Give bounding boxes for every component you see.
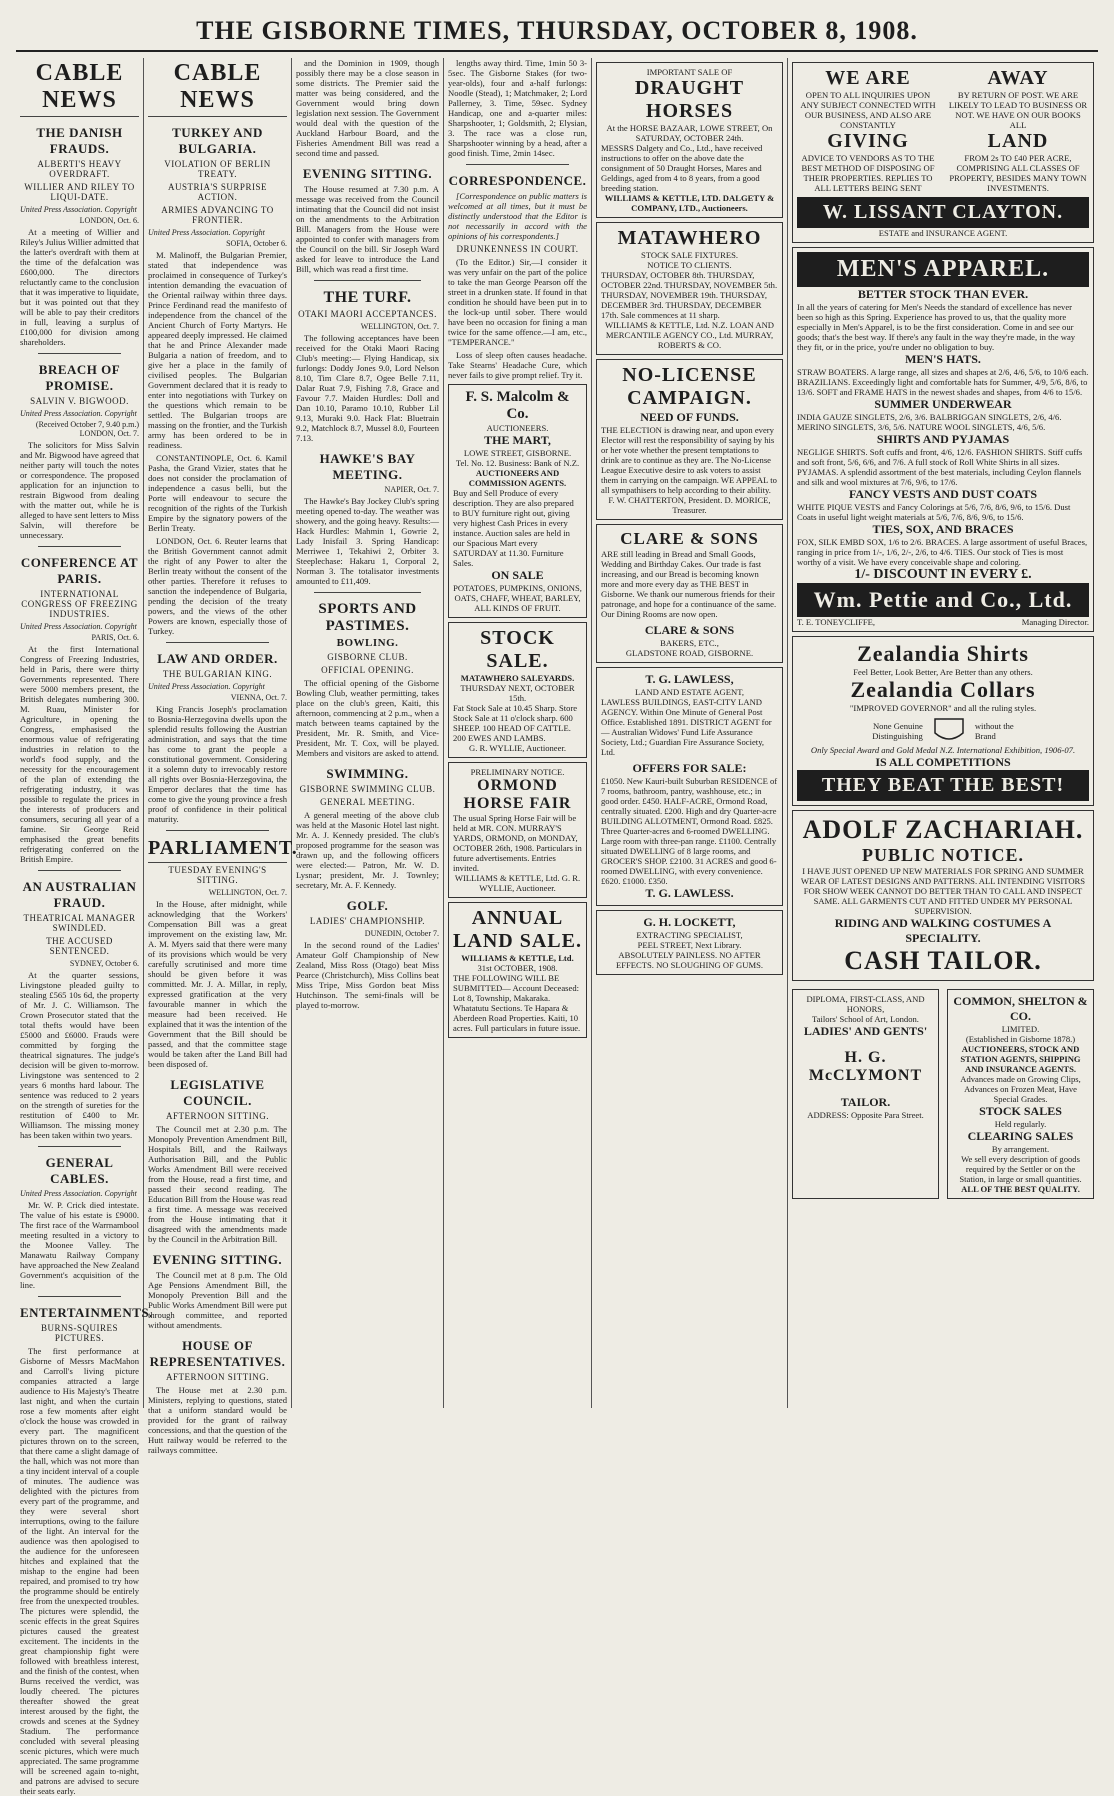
legislative-council-deck: AFTERNOON SITTING.: [166, 1111, 269, 1121]
law-order-title: LAW AND ORDER.: [157, 651, 278, 666]
tailor-label: TAILOR.: [840, 1095, 891, 1109]
australian-fraud-dateline: SYDNEY, October 6.: [69, 959, 139, 968]
summer-underwear-heading: SUMMER UNDERWEAR: [874, 397, 1012, 411]
malcolm-title: F. S. Malcolm & Co.: [465, 389, 570, 422]
headache-ad: Loss of sleep often causes headache. Take Stearns' Headache Cure, which never fails to give prompt relief. Try it.: [448, 350, 587, 380]
draught-horses-body: MESSRS Dalgety and Co., Ltd., have received instructions to offer on the above date the consignment of 50 Draught Horses, Mares and Geldings, aged from 4 to 8 years, from a good breeding station.: [601, 143, 763, 193]
lissant-clayton-name: W. LISSANT CLAYTON.: [797, 197, 1089, 228]
zealandia-collars-tag: "IMPROVED GOVERNOR" and all the ruling styles.: [849, 703, 1037, 713]
turkey-bulgaria-body-2: CONSTANTINOPLE, Oct. 6. Kamil Pasha, the Grand Vizier, states that he does not consider the proclamation of independence a casus belli, but the Porte will endeavour to secure the recognition of the rights of the Turkish Empire by the signatory powers of the Berlin Treaty.: [148, 453, 287, 533]
common-shelton-est: (Established in Gisborne 1878.): [965, 1034, 1076, 1044]
ties-body: FOX, SILK EMBD SOX, 1/6 to 2/6. BRACES. A large assortment of useful Braces, ranging in price from 1/-, 1/6, 2/-, 2/6, to 4/6. TIES. Our stock of Ties is most worthy of a visit. We have every conceivable shape and coloring.: [797, 537, 1088, 567]
turkey-bulgaria-deck-2: AUSTRIA'S SURPRISE ACTION.: [168, 182, 267, 202]
none-genuine: None Genuine: [872, 721, 923, 731]
swimming-deck: GISBORNE SWIMMING CLUB.: [299, 784, 436, 794]
land-sale-ad: [448, 902, 587, 1038]
pettie-name: Wm. Pettie and Co., Ltd.: [797, 583, 1089, 617]
turkey-bulgaria-deck: VIOLATION OF BERLIN TREATY.: [164, 159, 271, 179]
race-continued-text: lengths away third. Time, 1min 50 3-5sec. The Gisborne Stakes (for two-year-olds), four and a-half furlongs: Noodle (Stead), 1; Matchmaker, 2; Lord Pallerney, 3. Time, 59sec. Sydney Handicap, one and a-quarter miles: Sharpshooter, 1; Goldsmith, 2; Elysian, 3. The race was a close run, Sharpshooter winning by a head, after a good finish. Time, 2min 14sec.: [448, 58, 587, 158]
danish-frauds-dateline: LONDON, Oct. 6.: [79, 216, 139, 225]
ormond-ad: [448, 762, 587, 898]
clearing-sales: CLEARING SALES: [967, 1129, 1074, 1143]
malcolm-sub: AUCTIONEERS.: [486, 423, 549, 433]
lawless-sign: T. G. LAWLESS.: [645, 886, 734, 900]
malcolm-mart: THE MART,: [484, 433, 551, 447]
auctioneers-line: AUCTIONEERS, STOCK AND STATION AGENTS, SHIPPING AND INSURANCE AGENTS.: [960, 1044, 1081, 1074]
general-cables-body: Mr. W. P. Crick died intestate. The value of his estate is £9000. The first race of the Warrnambool meeting resulted in a victory to the Moonee Valley. The Manawatu Railway Company have approached the New Zealand Government's acquisition of the line.: [20, 1200, 139, 1290]
better-stock: BETTER STOCK THAN EVER.: [857, 287, 1029, 301]
golf-title: GOLF.: [346, 898, 389, 913]
mcclymont-name: H. G. McCLYMONT: [808, 1049, 923, 1084]
turkey-bulgaria-byline: United Press Association. Copyright: [148, 228, 265, 237]
australian-fraud-deck-2: THE ACCUSED SENTENCED.: [46, 936, 113, 956]
public-notice: PUBLIC NOTICE.: [861, 845, 1025, 865]
mcclymont-ad: [792, 989, 939, 1199]
clare-sons-ad: [596, 524, 783, 663]
law-order-body: King Francis Joseph's proclamation to Bosnia-Herzegovina dwells upon the splendid results following the Austrian administration, and says that the time has come to grant the people a constitutional government. Considering it a solemn duty to irrevocably restore all rights over Bosnia-Herzegovina, the Emperor declares that the time has come to give the young province a fresh proof of confidence in their political maturity.: [148, 704, 287, 824]
divider: [38, 546, 121, 547]
cable-news-heading-2: CABLE NEWS: [148, 60, 287, 117]
danish-frauds-deck: ALBERTI'S HEAVY OVERDRAFT.: [37, 159, 122, 179]
land-sale-title: ANNUAL LAND SALE.: [453, 907, 582, 952]
important-sale: IMPORTANT SALE OF: [646, 67, 733, 77]
zealandia-shirts: Zealandia Shirts: [857, 641, 1029, 666]
golf-deck: LADIES' CHAMPIONSHIP.: [309, 916, 426, 926]
cash-tailor: CASH TAILOR.: [844, 946, 1042, 975]
auctioneers-body: Advances made on Growing Clips, Advances on Frozen Meat, Have Special Grades.: [960, 1074, 1081, 1104]
matawhero-ad: [596, 222, 783, 355]
common-shelton-ad: [947, 989, 1094, 1199]
entertainments-body: The first performance at Gisborne of Messrs MacMahon and Carroll's living picture companies attracted a large audience to His Majesty's Theatre last night, and when the curtain rose a few moments after eight o'clock the house was crowded in every part. The magnificent pictures thrown on to the screen, that there came a slight damage of the hall, which was not more than a tiny incident interval of a couple of minutes. The audience was delighted with the pictures from every part of the programme, and they were several short interruptions, owing to the failure of the light. An interval for the audience was then apologised to the audience for the unforeseen hitches and explained that the mishap to the engine had been repaired, and promised to try how the programme should be entirely free from the unexpected troubles. The pictures were splendid, the scenic effects in the great Squires pictures caused the greatest excitement. The incidents in the great championship fight were followed with breathless interest, and the finish of the contest, when Burns received the verdict, was loudly cheered. The pictures thereafter showed the great interest aroused by the fight, the crowds and scenes at the Sydney Stadium. The performance concluded with several pleasing scenic pictures, which were much appreciated. The same programme will be screened again to-night, and patrons are advised to secure their seats early.: [20, 1346, 139, 1796]
stock-sale-ad: [448, 622, 587, 758]
no-license-sign: F. W. CHATTERTON, President. D. MORICE, Treasurer.: [608, 495, 771, 515]
beat-the-best: THEY BEAT THE BEST!: [797, 770, 1089, 801]
house-reps-body: The House met at 2.30 p.m. Ministers, replying to questions, stated that a uniform standard would be provided for the grant of railway concessions, and that the question of the Hutt railway would be referred to the railways committee.: [148, 1385, 287, 1455]
lissant-clayton-ad: [792, 62, 1094, 243]
no-license-deck: NEED OF FUNDS.: [640, 410, 739, 424]
breach-byline: United Press Association. Copyright: [20, 409, 137, 418]
clearing-sales-sub: By arrangement.: [991, 1144, 1050, 1154]
divider: [314, 592, 421, 593]
column-4: [444, 58, 592, 1408]
offers-title: OFFERS FOR SALE:: [632, 761, 747, 775]
turkey-bulgaria-body: M. Malinoff, the Bulgarian Premier, stated that independence was proclaimed in consequence of Turkey's intention demanding the evacuation of the Oriental railway within three days. Prince Ferdinand read the manifesto of independence from the chancel of the Ancient Church of Forty Martyrs. He appeared deeply impressed. He claimed that he and Prince Alexander made Bulgaria a nation of freedom, and to give her a place in the family of civilised peoples. The Bulgarian Government declared that it is ready to enter into negotiations with Turkey on the questions which remain to be settled. The Bulgarian troops are massing on the frontier, and the Turkish army has been ordered to be in readiness.: [148, 250, 287, 450]
masthead-rule: [16, 50, 1098, 52]
bowling-opening-deck: OFFICIAL OPENING.: [321, 665, 414, 675]
stock-sales-sub: Held regularly.: [994, 1119, 1047, 1129]
conference-byline: United Press Association. Copyright: [20, 622, 137, 631]
draught-horses-ad: [596, 62, 783, 218]
turkey-bulgaria-title: TURKEY AND BULGARIA.: [172, 125, 263, 156]
land-detail: FROM 2s TO £40 PER ACRE, COMPRISING ALL CLASSES OF PROPERTY, BESIDES MANY TOWN INVESTMENTS.: [949, 153, 1087, 193]
zealandia-shirts-tag: Feel Better, Look Better, Are Better than any others.: [853, 667, 1033, 677]
clare-sons-sub: BAKERS, ETC.,: [660, 638, 719, 648]
mcclymont-address: ADDRESS: Opposite Para Street.: [807, 1110, 924, 1120]
shirts-pyjamas-heading: SHIRTS AND PYJAMAS: [876, 432, 1010, 446]
conference-deck: INTERNATIONAL CONGRESS OF FREEZING INDUSTRIES.: [21, 589, 138, 619]
turf-body: The following acceptances have been received for the Otaki Maori Racing Club's meeting:— Flying Handicap, six furlongs: Doddy Jones 9.0, Lord Nelson 8.10, Tim Clare 8.7, Ogee Belle 7.11, Dalar Ruat 7.9, Fishing 7.8, Grace and Favour 7.7. Maiden Hurdles: Doll and Dan 10.10, Paramo 10.10, Rubber Lil 9.13, Muraki 9.0. Hack Flat: Bluetrain 9.2, Matchlock 8.7, Mussel 8.0, Fourteen 7.13.: [296, 333, 439, 443]
legislative-council-title: LEGISLATIVE COUNCIL.: [170, 1077, 265, 1108]
general-cables-title: GENERAL CABLES.: [45, 1155, 114, 1186]
giving-heading: GIVING: [827, 130, 909, 152]
legislative-council-body: The Council met at 2.30 p.m. The Monopoly Prevention Amendment Bill, Hospitals Bill, and the Railways Authorisation Bill, and the Public Works Amendment Bill were received from the House, read a first time, and passed their second reading. The Education Bill from the House was read a first time. A message was received from the House intimating that it disagreed with the amendments made by the Council in the Arbitration Bill.: [148, 1124, 287, 1244]
common-shelton-name: COMMON, SHELTON & CO.: [953, 994, 1088, 1023]
breach-deck: SALVIN V. BIGWOOD.: [30, 396, 129, 406]
law-order-byline: United Press Association. Copyright: [148, 682, 265, 691]
turf-dateline: WELLINGTON, Oct. 7.: [360, 322, 439, 331]
breach-body: The solicitors for Miss Salvin and Mr. Bigwood have agreed that neither party will touch the notes or correspondence. The proposed application for an injunction to restrain Bigwood from dealing with the matter out, while he is alleged to have sent letters to Miss Salvin, will therefore be unnecessary.: [20, 440, 139, 540]
hawkes-bay-body: The Hawke's Bay Jockey Club's spring meeting opened to-day. The weather was showery, and the going heavy. Results:— Hack Hurdles: Mahmin 1, Gowrie 2, Lady Inisfail 3. Spring Handicap: Merriwee 1, Tekahiwi 2, Orbiter 3. Steeplechase: Hakaru 1, Corporal 2, Norman 3. The totalisator investments amounted to £11,409.: [296, 496, 439, 586]
mens-hats-heading: MEN'S HATS.: [905, 352, 981, 366]
malcolm-ad: [448, 384, 587, 618]
bowling-deck: BOWLING.: [336, 637, 399, 649]
evening-sitting-title: EVENING SITTING.: [152, 1252, 283, 1267]
lockett-body: ABSOLUTELY PAINLESS. NO AFTER EFFECTS. NO SLOUGHING OF GUMS.: [615, 950, 764, 970]
hawkes-bay-dateline: NAPIER, Oct. 7.: [384, 485, 439, 494]
danish-frauds-byline: United Press Association. Copyright: [20, 205, 137, 214]
fancy-vests-body: WHITE PIQUE VESTS and Fancy Colorings at 5/6, 7/6, 8/6, 9/6, to 15/6. Dust Coats in useful light weight materials at 5/6, 7/6, 8/6, 9/6, to 15/6.: [797, 502, 1071, 522]
ormond-deck: PRELIMINARY NOTICE.: [470, 767, 565, 777]
conference-dateline: PARIS, Oct. 6.: [91, 633, 139, 642]
clearing-sales-body: We sell every description of goods required by the Settler or on the Station, in large or small quantities.: [959, 1154, 1082, 1184]
turkey-bulgaria-body-3: LONDON, Oct. 6. Reuter learns that the British Government cannot admit the right of any Power to alter the Berlin treaty without the consent of the other parties. Therefore it refuses to sanction the independence of Bulgaria, pending the decision of the treaty powers, and the views of the other Powers are known, especially those of Turkey.: [148, 536, 287, 636]
parliament-deck: TUESDAY EVENING'S SITTING.: [168, 865, 267, 885]
diploma-2: Tailors' School of Art, London.: [812, 1014, 919, 1024]
swimming-body: A general meeting of the above club was held at the Masonic Hotel last night. Mr. A. J. Kennedy presided. The club's proposed programme for the season was drawn up, and the following officers were elected:— Patron, Mr. W. D. Lysnar; president, Mr. J. Townley; secretary, Mr. A. F. Kennedy.: [296, 810, 439, 890]
best-quality: ALL OF THE BEST QUALITY.: [961, 1184, 1080, 1194]
swimming-deck-2: GENERAL MEETING.: [320, 797, 415, 807]
advice-text: ADVICE TO VENDORS AS TO THE BEST METHOD OF DISPOSING OF THEIR PROPERTIES. REPLIES TO ALL LETTERS BEING SENT: [801, 153, 935, 193]
sports-heading: SPORTS AND PASTIMES.: [318, 601, 417, 634]
clare-sons-addr: GLADSTONE ROAD, GISBORNE.: [625, 648, 754, 658]
entertainments-title: ENTERTAINMENTS.: [20, 1305, 153, 1320]
lockett-ad: [596, 910, 783, 975]
without-the: without the: [974, 721, 1014, 731]
pettie-manager-title: Managing Director.: [1021, 617, 1089, 627]
general-cables-byline: United Press Association. Copyright: [20, 1189, 137, 1198]
drunkenness-deck: DRUNKENNESS IN COURT.: [456, 244, 579, 254]
evening-sitting-house-body: The House resumed at 7.30 p.m. A message was received from the Council intimating that the Council did not insist on the amendments to the Arbitration Bill. Managers from the House were appointed to confer with managers from the Council on the bill. Sir Joseph Ward asked for leave to introduce the Land Bill, which was read a first time.: [296, 184, 439, 274]
fancy-vests-heading: FANCY VESTS AND DUST COATS: [848, 487, 1038, 501]
golf-dateline: DUNEDIN, October 7.: [364, 929, 439, 938]
lawless-title: T. G. LAWLESS,: [645, 672, 734, 686]
continued-text: and the Dominion in 1909, though possibly there may be a close season in some districts. The Premier said the matter was being considered, and the Government would bring down legislation next session. The Government would deal with the question of the Auckland Harbour Board, and the Fisheries Amendment Bill was read a second time and passed.: [296, 58, 439, 158]
bottom-ads: [792, 985, 1094, 1203]
divider: [38, 353, 121, 354]
stock-sale-sign: G. R. WYLLIE, Auctioneer.: [469, 743, 566, 753]
malcolm-street: LOWE STREET, GISBORNE.: [463, 448, 572, 458]
law-order-dateline: VIENNA, Oct. 7.: [230, 693, 287, 702]
discount-line: 1/- DISCOUNT IN EVERY £.: [854, 567, 1032, 582]
land-sale-sub: WILLIAMS & KETTLE, Ltd.: [461, 953, 574, 963]
cable-news-heading: CABLE NEWS: [20, 60, 139, 117]
lissant-clayton-sub: ESTATE and INSURANCE AGENT.: [878, 228, 1008, 238]
divider: [166, 830, 269, 831]
breach-title: BREACH OF PROMISE.: [38, 362, 121, 393]
public-notice-body: I HAVE JUST OPENED UP NEW MATERIALS FOR SPRING AND SUMMER WEAR OF LATEST DESIGNS AND PATTERNS. ALL INTENDING VISITORS FOR SHOW WEEK CANNOT DO BETTER THAN TO CALL AND INSPECT SAME. ALL GARMENTS CUT AND FITTED UNDER MY PERSONAL SUPERVISION.: [800, 866, 1086, 916]
pettie-manager: T. E. TONEYCLIFFE,: [797, 617, 876, 627]
malcolm-trade: AUCTIONEERS AND COMMISSION AGENTS.: [468, 468, 567, 488]
matawhero-body: THURSDAY, OCTOBER 8th. THURSDAY, OCTOBER 22nd. THURSDAY, NOVEMBER 5th. THURSDAY, NOVEMBER 19th. THURSDAY, DECEMBER 3rd. THURSDAY, DECEMBER 17th. Sale commences at 11 sharp.: [601, 270, 778, 320]
house-reps-deck: AFTERNOON SITTING.: [166, 1372, 269, 1382]
australian-fraud-deck: THEATRICAL MANAGER SWINDLED.: [23, 913, 136, 933]
zealandia-collars: Zealandia Collars: [850, 677, 1036, 702]
australian-fraud-title: AN AUSTRALIAN FRAUD.: [22, 879, 137, 910]
no-license-body: THE ELECTION is drawing near, and upon every Elector will rest the responsibility of saying by his or her vote whether the present temptations to drink are to continue as they are. The No-License League Executive desire to ask voters to assist them in carrying on the campaign. WE APPEAL to all sympathisers to help according to their ability.: [601, 425, 777, 495]
matawhero-sub-2: NOTICE TO CLIENTS.: [647, 260, 732, 270]
clare-sons-body: ARE still leading in Bread and Small Goods, Wedding and Birthday Cakes. Our trade is fast increasing, and our Bread is becoming known more and more every day as THE BEST in Gisborne. We thank our numerous friends for their patronage, and hope for a continuance of the same. Our Dining Rooms are now open.: [601, 549, 777, 619]
swimming-title: SWIMMING.: [326, 766, 409, 781]
ladies-gents: LADIES' AND GENTS': [803, 1024, 928, 1038]
clare-sons-title-2: CLARE & SONS: [644, 623, 735, 637]
brand-text: Brand: [974, 731, 996, 741]
no-license-title: NO-LICENSE CAMPAIGN.: [622, 364, 757, 409]
on-sale-title: ON SALE: [491, 568, 544, 582]
lockett-addr: PEEL STREET, Next Library.: [637, 940, 742, 950]
danish-frauds-body: At a meeting of Willier and Riley's Julius Willier admitted that the latter's overdraft with them at the time of the defalcation was £600,000. The directors reluctantly came to the conclusion that it was imperative to liquidate, but it was pointed out that they will be able to pay their creditors in full, leaving a surplus of £100,000 for division among shareholders.: [20, 227, 139, 347]
matawhero-sign: WILLIAMS & KETTLE, Ltd. N.Z. LOAN AND MERCANTILE AGENCY CO., Ltd. MURRAY, ROBERTS & CO.: [605, 320, 774, 350]
divider: [38, 870, 121, 871]
diploma: DIPLOMA, FIRST-CLASS, AND HONORS,: [806, 994, 925, 1014]
draught-horses-place: At the HORSE BAZAAR, LOWE STREET, On SATURDAY, OCTOBER 24th.: [606, 123, 773, 143]
house-reps-title: HOUSE OF REPRESENTATIVES.: [149, 1338, 286, 1369]
stock-sale-date: THURSDAY NEXT, OCTOBER 15th.: [460, 683, 575, 703]
column-1: [16, 58, 153, 1796]
stock-sale-deck: MATAWHERO SALEYARDS.: [460, 673, 575, 683]
turkey-bulgaria-dateline: SOFIA, October 6.: [226, 239, 287, 248]
pettie-ad: [792, 247, 1094, 632]
stock-sales: STOCK SALES: [979, 1104, 1062, 1118]
zealandia-ad: [792, 636, 1094, 806]
matawhero-title: MATAWHERO: [617, 227, 762, 249]
divider: [38, 1146, 121, 1147]
ormond-title: ORMOND HORSE FAIR: [463, 777, 572, 812]
lockett-sub: EXTRACTING SPECIALIST,: [636, 930, 743, 940]
lawless-ad: [596, 667, 783, 906]
draught-horses-title: DRAUGHT HORSES: [634, 77, 745, 122]
no-license-ad: [596, 359, 783, 520]
column-6: [788, 58, 1098, 1408]
correspondence-note: [Correspondence on public matters is welcomed at all times, but it must be distinctly understood that the Editor is not necessarily in accord with the opinions of his correspondents.]: [448, 191, 587, 241]
golf-body: In the second round of the Ladies' Amateur Golf Championship of New Zealand, Miss Ross (Otago) beat Miss Pearce (Christchurch), Miss Collins beat Miss Tripe, Miss Gordon beat Miss Hutchinson. The semi-finals will be played to-morrow.: [296, 940, 439, 1010]
masthead: [0, 0, 1114, 58]
conference-title: CONFERENCE AT PARIS.: [20, 555, 139, 586]
common-shelton-sub: LIMITED.: [1001, 1024, 1040, 1034]
conference-body: At the first International Congress of Freezing Industries, held in Paris, there were thirty Governments represented. There were 5000 members present, the British delegates numbering 300. M. Ruau, Minister for Agriculture, in opening the Congress, emphasised the enormous value of refrigerating industries in relation to the world's food supply, and the necessity for the encouragement of the plan of extending the refrigerating industry, it was possible to regulate the prices in the interests of producers and consumers, securing all year of a famine. Sir George Reid emphasised the great benefits refrigerating conferred on the British Empire.: [20, 644, 139, 864]
law-order-deck: THE BULGARIAN KING.: [162, 669, 273, 679]
column-2: [144, 58, 298, 1455]
parliament-dateline: WELLINGTON, Oct. 7.: [208, 888, 287, 897]
clare-sons-title: CLARE & SONS: [620, 529, 759, 548]
bowling-club-deck: GISBORNE CLUB.: [327, 652, 408, 662]
mens-hats-body: STRAW BOATERS. A large range, all sizes and shapes at 2/6, 4/6, 5/6, to 10/6 each. BRAZILIANS. Exceedingly light and comfortable hats for Summer, 4/9, 5/6, 8/6, to 13/6. SOFT and FRAME HATS in the newest shades and shapes, from 4/6 to 15/6.: [797, 367, 1089, 397]
australian-fraud-body: At the quarter sessions, Livingstone pleaded guilty to stealing £565 10s 6d, the property of Mr. J. C. Williamson. The Crown Prosecutor stated that the total thefts would have been £5000 and £6000. Frauds were committed by forging the theatrical signatures. The judge's decision will be given to-morrow. Livingstone was sentenced to 2 years 6 months hard labour. The sentence was reduced to 2 years on the strength of sureties for the restitution of £400 to Mr. Williamson. The missing money has been taken within two years.: [20, 970, 139, 1140]
turf-heading: THE TURF.: [323, 289, 412, 306]
parliament-heading: PARLIAMENT.: [148, 837, 287, 863]
summer-underwear-body: INDIA GAUZE SINGLETS, 2/6, 3/6. BALBRIGGAN SINGLETS, 2/6, 4/6. MERINO SINGLETS, 3/6, 5/6. NATURE WOOL SINGLETS, 4/6, 5/6.: [797, 412, 1062, 432]
matawhero-sub: STOCK SALE FIXTURES.: [640, 250, 738, 260]
divider: [38, 1296, 121, 1297]
riding-costumes: RIDING AND WALKING COSTUMES A SPECIALITY.: [834, 916, 1052, 945]
mens-apparel-body: In all the years of catering for Men's Needs the standard of excellence has never been so high as this Spring. Experience has proved to us, that the quality more especially in Men's Apparel, is to be the first consideration. Come in and see our goods; that's the best way. If there's any fault in the way they're made, in the way they fit, or in the price, you're under no obligation to buy.: [797, 302, 1076, 352]
column-5: [592, 58, 788, 1408]
on-sale-body: POTATOES, PUMPKINS, ONIONS, OATS, CHAFF, WHEAT, BARLEY, ALL KINDS OF FRUIT.: [453, 583, 582, 613]
ormond-body: The usual Spring Horse Fair will be held at MR. CON. MURRAY'S YARDS, ORMOND, on MONDAY, OCTOBER 26th, 1908. Particulars in future advertisements. Entries invited.: [453, 813, 582, 873]
parliament-body: In the House, after midnight, while acknowledging that the Workers' Compensation Bill was a great improvement on the existing law, Mr. A. M. Myers said that there were many of its provisions which would be very carefully scrutinised and more time should be given before it was committed. Mr. J. A. Millar, in reply, expressed gratification at the very favourable manner in which the measure had been received. He explained that it was the intention of the Government that the Bill should be passed, and that the committee stage would be taken after the Land Bill had been disposed of.: [148, 899, 287, 1069]
danish-frauds-deck-2: WILLIER AND RILEY TO LIQUI-DATE.: [24, 182, 135, 202]
lockett-title: G. H. LOCKETT,: [643, 915, 736, 929]
breach-dateline: (Received October 7, 9.40 p.m.) LONDON, Oct. 7.: [35, 420, 139, 438]
stock-sale-title: STOCK SALE.: [480, 627, 555, 672]
turf-deck: OTAKI MAORI ACCEPTANCES.: [298, 309, 437, 319]
zachariah-ad: [792, 810, 1094, 981]
land-heading: LAND: [987, 130, 1049, 152]
divider: [314, 280, 421, 281]
drunkenness-body: (To the Editor.) Sir,—I consider it was very unfair on the part of the police to take the man George Pearson off the street in a drunken state. If found in that condition he should have been put in to the lock-up until sober. There would have been no occasion for fining a man twice for the same offence.—I am, etc., "TEMPERANCE.": [448, 257, 587, 347]
return-post-text: BY RETURN OF POST. WE ARE LIKELY TO LEAD TO BUSINESS OR NOT. WE HAVE ON OUR BOOKS ALL: [948, 90, 1088, 130]
mens-apparel-heading: MEN'S APPAREL.: [797, 252, 1089, 287]
ormond-sign: WILLIAMS & KETTLE, Ltd. G. R. WYLLIE, Auctioneer.: [454, 873, 581, 893]
all-competitions: IS ALL COMPETITIONS: [875, 755, 1011, 769]
evening-sitting-house-title: EVENING SITTING.: [302, 166, 433, 181]
evening-sitting-body: The Council met at 8 p.m. The Old Age Pensions Amendment Bill, the Monopoly Prevention Bill and the Public Works Amendment Bill were put through committee, and reported without amendments.: [148, 1270, 287, 1330]
column-3: [292, 58, 444, 1408]
ties-heading: TIES, SOX, AND BRACES: [872, 522, 1014, 536]
away-heading: AWAY: [987, 67, 1049, 89]
danish-frauds-title: THE DANISH FRAUDS.: [36, 125, 123, 156]
bowling-body: The official opening of the Gisborne Bowling Club, weather permitting, takes place on the club's green, Kaiti, this afternoon, commencing at 2 p.m., when a match between teams captained by the President, Mr. R. Smith, and Vice-President, Mr. T. Cox, will be played. Members and visitors are asked to attend.: [296, 678, 439, 758]
land-sale-date: 31st OCTOBER, 1908.: [477, 963, 558, 973]
correspondence-heading: CORRESPONDENCE.: [448, 173, 587, 188]
we-are-heading: WE ARE: [825, 67, 911, 89]
special-award: Only Special Award and Gold Medal N.Z. International Exhibition, 1906-07.: [810, 745, 1076, 755]
turkey-bulgaria-deck-3: ARMIES ADVANCING TO FRONTIER.: [161, 205, 274, 225]
lawless-body: LAWLESS BUILDINGS, EAST-CITY LAND AGENCY. Within One Minute of General Post Office. Established 1891. DISTRICT AGENT for— Australian Widows' Fund Life Assurance Society, Ltd.; Guardian Fire Assurance Society, Ltd.: [601, 697, 772, 757]
divider: [466, 164, 569, 165]
offers-body: £1050. New Kauri-built Suburban RESIDENCE of 7 rooms, bathroom, pantry, washhouse, etc.; in good order. £450. HALF-ACRE, Ormond Road, centrally situated. £200. High and dry Quarter-acre BUILDING ALLOTMENT, Ormond Road. £825. Three Quarter-acres and 6-roomed DWELLING. Large room with three-pan range. £1100. Centrally situated DWELLING of 8 large rooms, and GROCER'S SHOP. £2100. 31 ACRES and good 6-roomed DWELLING, with every convenience. £620. £1000. £350.: [601, 776, 778, 886]
divider: [166, 642, 269, 643]
entertainments-deck: BURNS-SQUIRES PICTURES.: [40, 1323, 118, 1343]
brand-shield-icon: [931, 717, 967, 745]
shirts-pyjamas-body: NEGLIGE SHIRTS. Soft cuffs and front, 4/6, 12/6. FASHION SHIRTS. Stiff cuffs and soft front, 5/6, 6/6, and 7/6. A full stock of Roll White Shirts in all sizes. PYJAMAS. A splendid assortment of the best materials, including Ceylon flannels and silk and wool mixtures at 7/6, 9/6, to 17/6.: [797, 447, 1083, 487]
stock-sale-body: Fat Stock Sale at 10.45 Sharp. Store Stock Sale at 11 o'clock sharp. 600 SHEEP. 100 HEAD OF CATTLE. 200 EWES AND LAMBS.: [453, 703, 578, 743]
land-sale-body: THE FOLLOWING WILL BE SUBMITTED— Account Deceased: Lot 8, Township, Makaraka. Whatatutu Sections. Te Hapara & Aberdeen Road Properties. Kaiti, 10 acres. Full particulars in future issue.: [453, 973, 581, 1033]
hawkes-bay-title: HAWKE'S BAY MEETING.: [319, 451, 416, 482]
malcolm-body: Buy and Sell Produce of every description. They are also prepared to BUY furniture right out, giving very highest Cash Prices in every instance. Auction sales are held in our Spacious Mart every SATURDAY at 11.30. Furniture Sales.: [453, 488, 574, 568]
lawless-sub: LAND AND ESTATE AGENT,: [635, 687, 744, 697]
adolf-zachariah: ADOLF ZACHARIAH.: [802, 815, 1084, 844]
draught-horses-sign: WILLIAMS & KETTLE, LTD. DALGETY & COMPANY, LTD., Auctioneers.: [604, 193, 775, 213]
distinguishing: Distinguishing: [872, 731, 923, 741]
masthead-title: THE GISBORNE TIMES, THURSDAY, OCTOBER 8, 1908.: [196, 16, 918, 45]
malcolm-tel: Tel. No. 12. Business: Bank of N.Z.: [455, 458, 580, 468]
open-to-inquiries: OPEN TO ALL INQUIRIES UPON ANY SUBJECT CONNECTED WITH OUR BUSINESS, AND ALSO ARE CONSTANTLY: [800, 90, 936, 130]
